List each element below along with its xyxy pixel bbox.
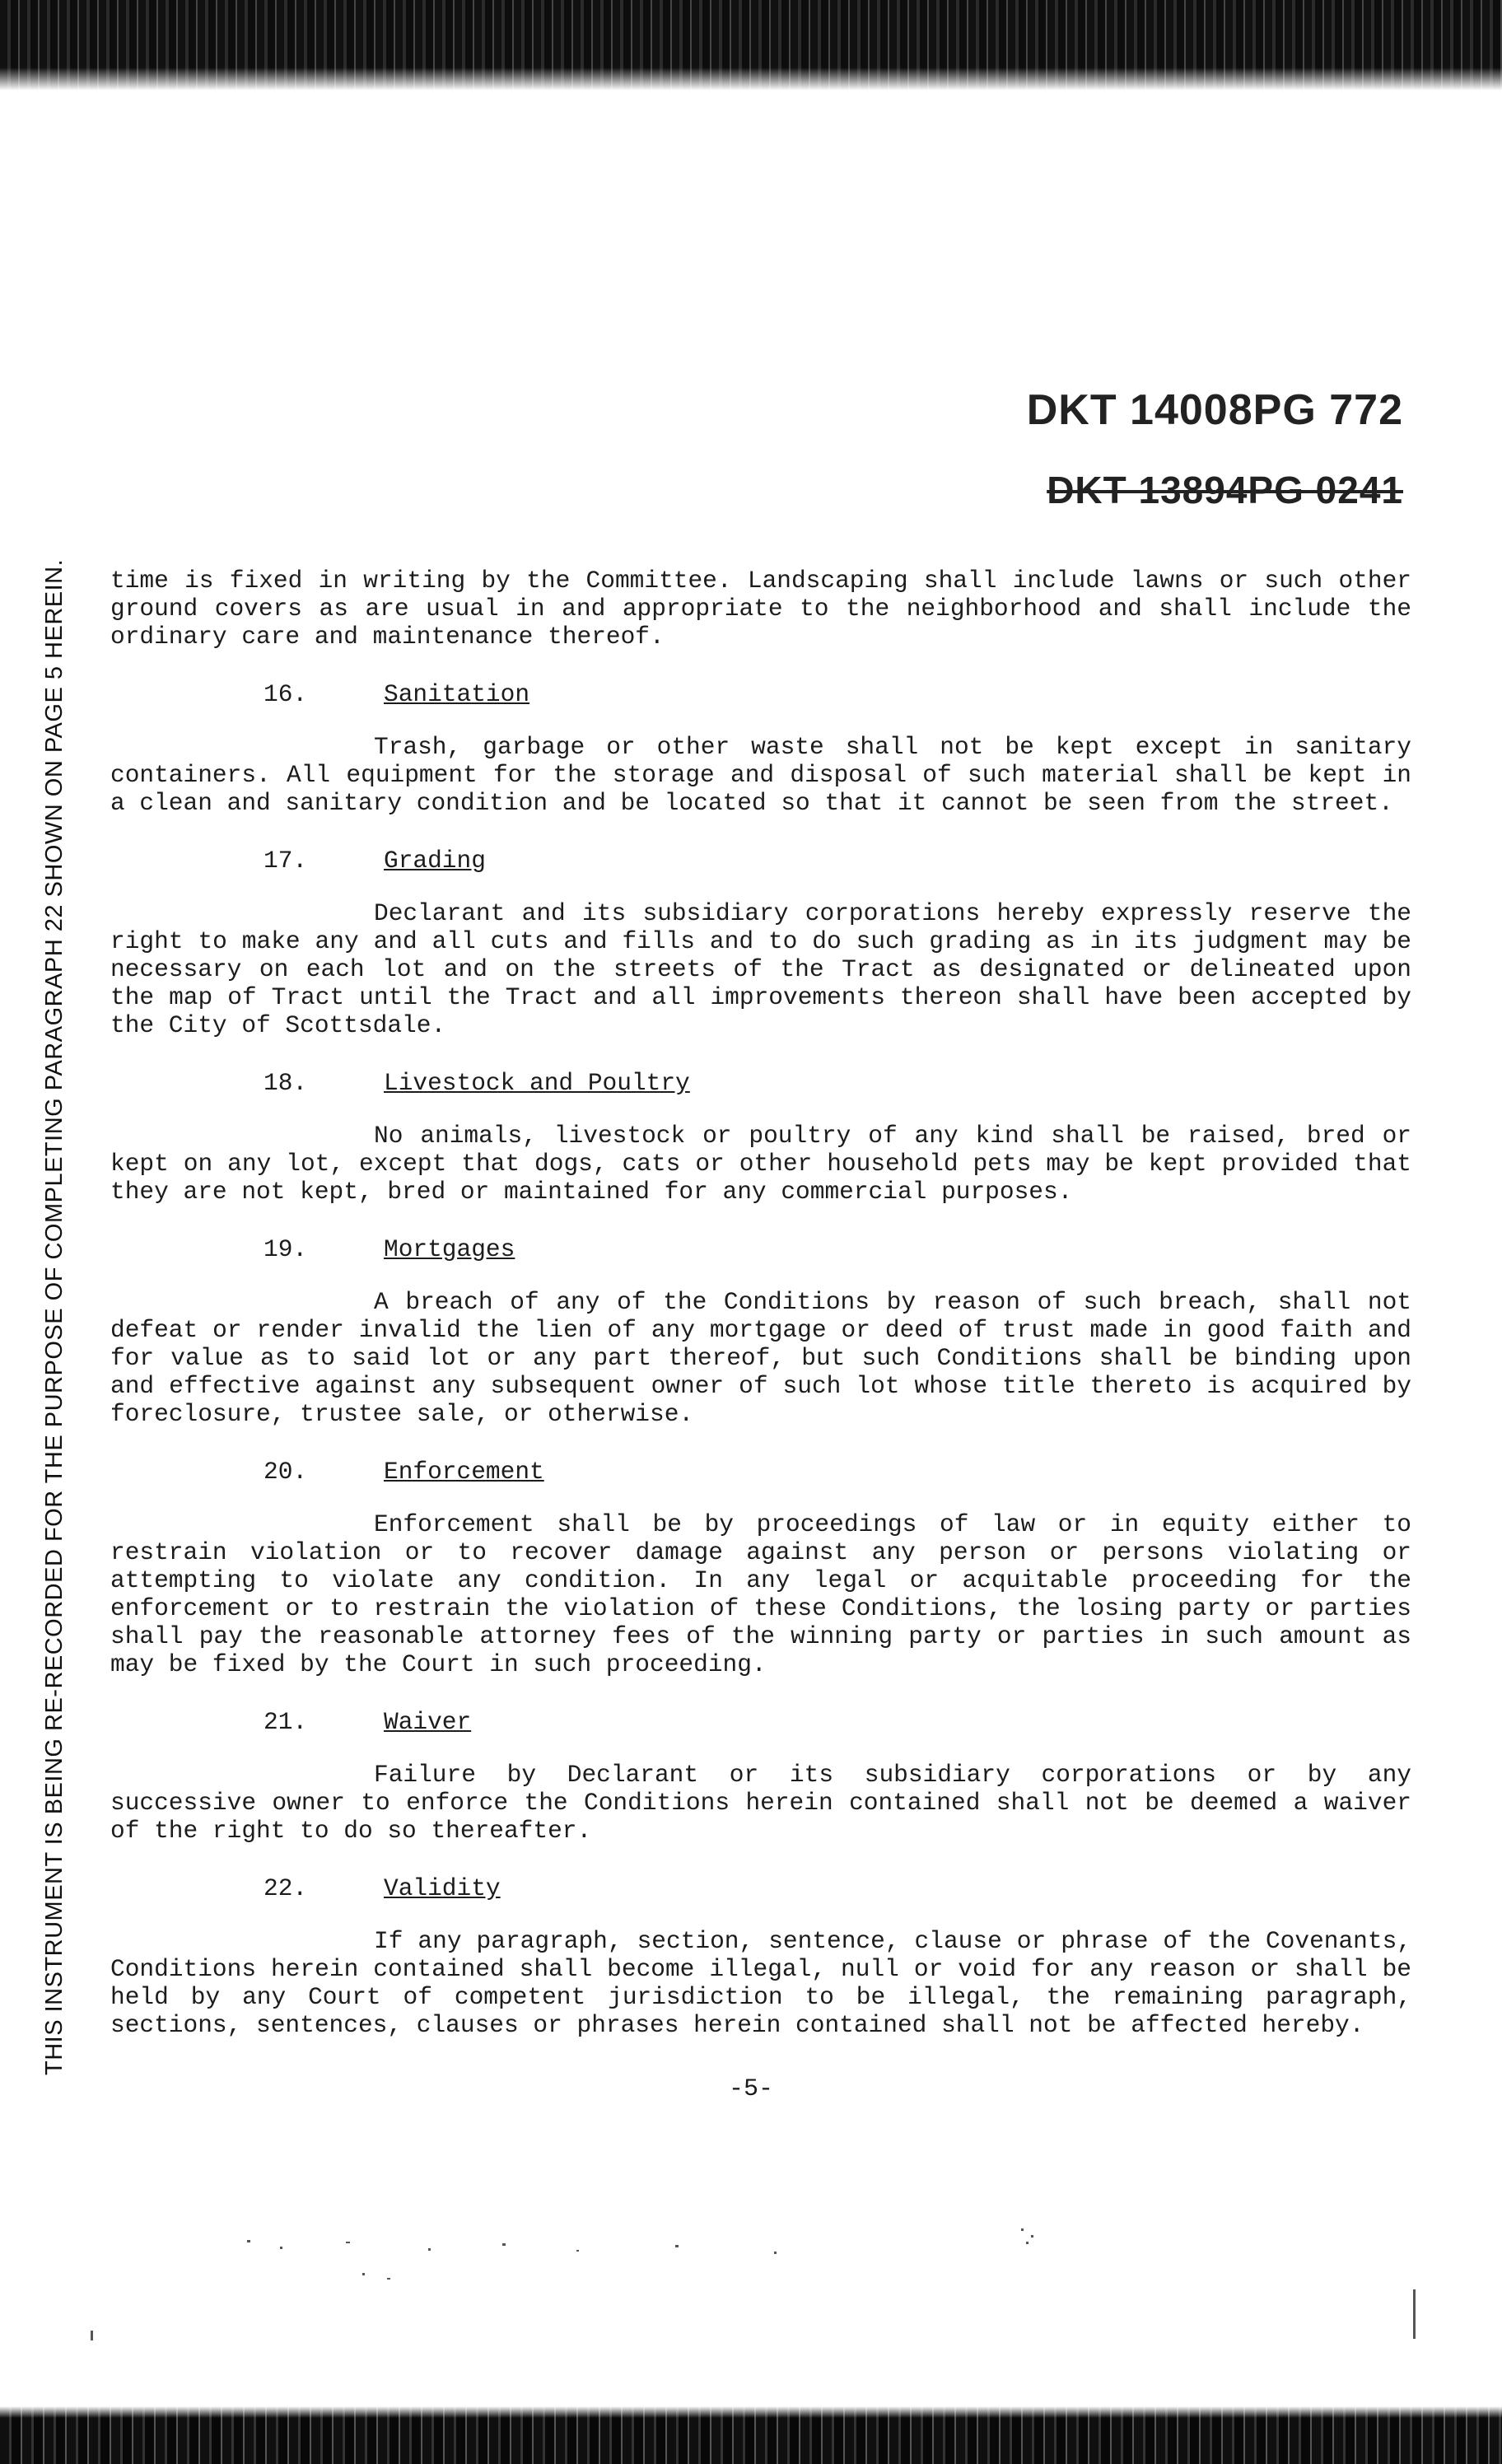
section-number: 21. <box>264 1708 308 1736</box>
docket-stamp-current: DKT 14008PG 772 <box>1026 386 1403 434</box>
section-title: Waiver <box>384 1708 472 1736</box>
section-text: A breach of any of the Conditions by reason of such breach, shall not defeat or render invalid the lien of any mortgage or deed of trust made in good faith and for value as to said lot or any part thereof, but such Conditions shall be binding upon and effective against any subsequent owner of such lot whose title thereto is acquired by foreclosure, trustee sale, or otherwise. <box>110 1288 1411 1428</box>
section-heading <box>264 1708 1411 1736</box>
section-text: Enforcement shall be by proceedings of law or in equity either to restrain violation or to recover damage against any person or persons violating or attempting to violate any condition. In any legal or acquitable proceeding for the enforcement or to restrain the violation of these Conditions, the losing party or parties shall pay the reasonable attorney fees of the winning party or parties in such amount as may be fixed by the Court in such proceeding. <box>110 1510 1411 1678</box>
section-title: Sanitation <box>384 680 530 708</box>
scan-border-top <box>0 0 1502 91</box>
section-number: 17. <box>264 847 308 875</box>
section-text: Declarant and its subsidiary corporations hereby expressly reserve the right to make any and all cuts and fills and to do such grading as in its judgment may be necessary on each lot and on the streets of the Tract as designated or delineated upon the map of Tract until the Tract and all improvements thereon shall have been accepted by the City of Scottsdale. <box>110 899 1411 1039</box>
scan-border-bottom <box>0 2406 1502 2464</box>
section-number: 20. <box>264 1458 308 1486</box>
section-title: Livestock and Poultry <box>384 1069 690 1097</box>
docket-stamp-struck: DKT 13894PG 0241 <box>1047 469 1403 511</box>
document-body <box>110 567 1411 2039</box>
section-title: Validity <box>384 1874 501 1902</box>
section-heading <box>264 1069 1411 1097</box>
section-text: No animals, livestock or poultry of any kind shall be raised, bred or kept on any lot, except that dogs, cats or other household pets may be kept provided that they are not kept, bred or maintained for any commercial purposes. <box>110 1122 1411 1206</box>
section-heading <box>264 1235 1411 1263</box>
re-recording-side-note: THIS INSTRUMENT IS BEING RE-RECORDED FOR THE PURPOSE OF COMPLETING PARAGRAPH 22 SHOWN ON PAGE 5 HEREIN. <box>41 558 68 2075</box>
section-number: 19. <box>264 1235 308 1263</box>
section-17 <box>110 847 1411 1039</box>
section-number: 22. <box>264 1874 308 1902</box>
section-21 <box>110 1708 1411 1845</box>
section-heading <box>264 680 1411 708</box>
section-title: Mortgages <box>384 1235 515 1263</box>
section-text: If any paragraph, section, sentence, clause or phrase of the Covenants, Conditions herein contained shall become illegal, null or void for any reason or shall be held by any Court of competent jurisdiction to be illegal, the remaining paragraph, sections, sentences, clauses or phrases herein contained shall not be affected hereby. <box>110 1927 1411 2039</box>
section-text: Failure by Declarant or its subsidiary corporations or by any successive owner to enforce the Conditions herein contained shall not be deemed a waiver of the right to do so thereafter. <box>110 1761 1411 1845</box>
section-22 <box>110 1874 1411 2039</box>
section-title: Enforcement <box>384 1458 544 1486</box>
section-number: 16. <box>264 680 308 708</box>
page-number: -5- <box>728 2075 773 2103</box>
section-heading <box>264 847 1411 875</box>
section-text: Trash, garbage or other waste shall not be kept except in sanitary containers. All equipment for the storage and disposal of such material shall be kept in a clean and sanitary condition and be located so that it cannot be seen from the street. <box>110 733 1411 817</box>
section-heading <box>264 1874 1411 1902</box>
section-title: Grading <box>384 847 486 875</box>
section-20 <box>110 1458 1411 1678</box>
section-19 <box>110 1235 1411 1428</box>
section-16 <box>110 680 1411 817</box>
section-heading <box>264 1458 1411 1486</box>
section-number: 18. <box>264 1069 308 1097</box>
section-18 <box>110 1069 1411 1206</box>
scan-noise-specks <box>0 2224 1502 2347</box>
opening-paragraph: time is fixed in writing by the Committee. Landscaping shall include lawns or such other ground covers as are usual in and appropriate to the neighborhood and shall include the ordinary care and maintenance thereof. <box>110 567 1411 651</box>
